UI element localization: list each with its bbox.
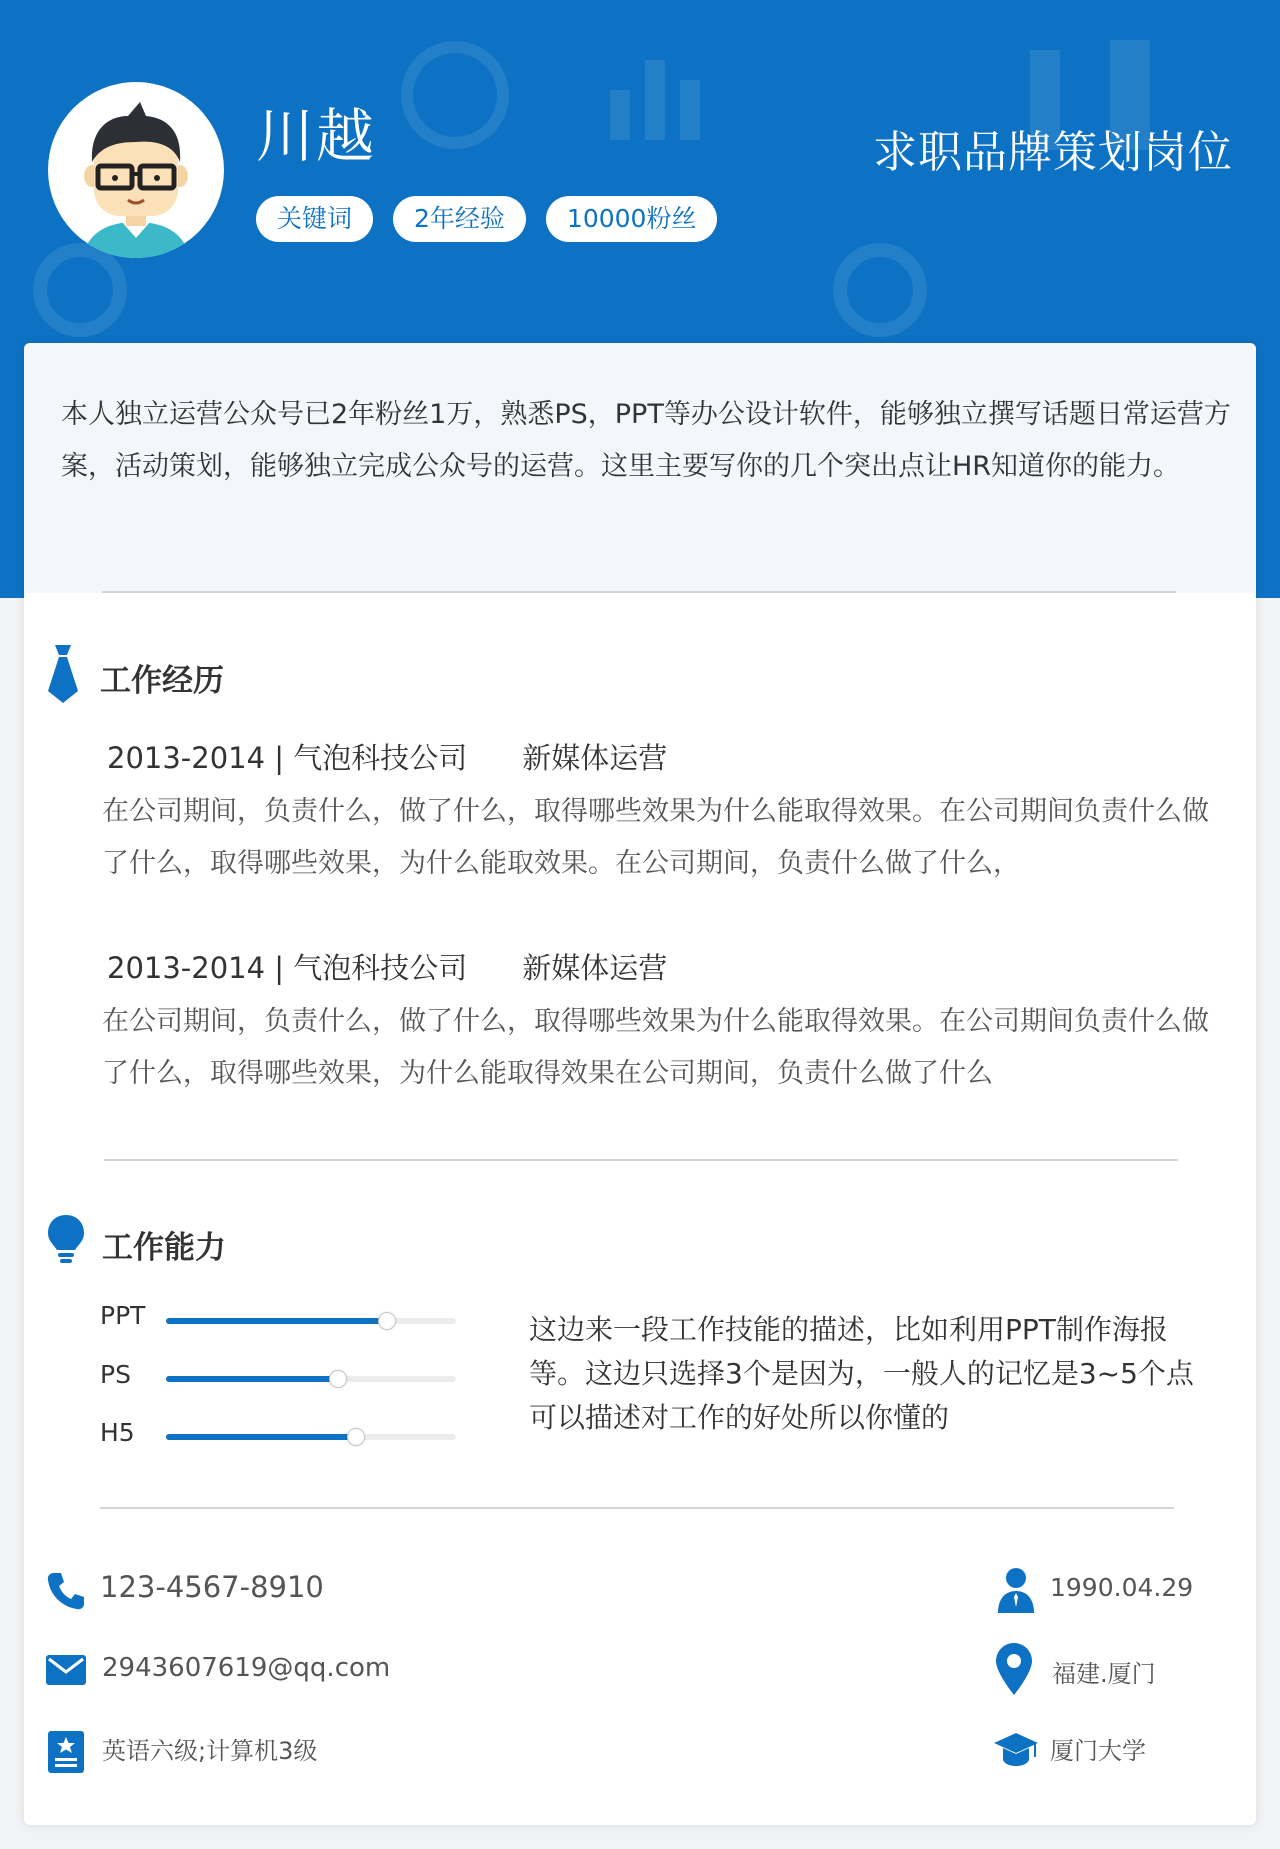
skills-section-title: 工作能力 — [102, 1230, 226, 1266]
tie-icon — [46, 645, 80, 703]
skill-bar — [166, 1376, 456, 1382]
avatar — [48, 82, 224, 258]
person-icon — [996, 1567, 1036, 1613]
tag-list — [256, 196, 717, 242]
certificates: 英语六级;计算机3级 — [102, 1737, 318, 1765]
summary-section — [24, 343, 1256, 593]
summary-text: 本人独立运营公众号已2年粉丝1万，熟悉PS，PPT等办公设计软件，能够独立撰写话题日常运营方案，活动策划，能够独立完成公众号的运营。这里主要写你的几个突出点让HR知道你的能力。 — [61, 399, 1231, 482]
lightbulb-icon — [46, 1213, 86, 1265]
birth-date: 1990.04.29 — [1050, 1573, 1194, 1602]
job-role: 新媒体运营 — [522, 741, 668, 775]
job-header — [107, 946, 667, 987]
job-period-company: 2013-2014 | 气泡科技公司 — [107, 951, 468, 985]
skill-label: PS — [100, 1360, 131, 1389]
work-section-title: 工作经历 — [100, 663, 224, 699]
email-icon — [46, 1655, 86, 1685]
skill-bar — [166, 1318, 456, 1324]
skill-bar-fill — [166, 1434, 355, 1440]
school: 厦门大学 — [1050, 1737, 1146, 1765]
email-address: 2943607619@qq.com — [102, 1653, 391, 1683]
certificate-icon — [48, 1731, 84, 1773]
skill-bar — [166, 1434, 456, 1440]
job-description: 在公司期间，负责什么，做了什么，取得哪些效果为什么能取得效果。在公司期间负责什么做了什么，取得哪些效果，为什么能取效果。在公司期间，负责什么做了什么， — [102, 796, 1209, 879]
job-header — [107, 736, 667, 777]
graduation-cap-icon — [994, 1731, 1038, 1767]
avatar-illustration-icon — [48, 82, 224, 258]
skills-description: 这边来一段工作技能的描述，比如利用PPT制作海报等。这边只选择3个是因为，一般人的记忆是3~5个点可以描述对工作的好处所以你懂的 — [529, 1313, 1194, 1434]
job-description: 在公司期间，负责什么，做了什么，取得哪些效果为什么能取得效果。在公司期间负责什么做了什么，取得哪些效果，为什么能取得效果在公司期间，负责什么做了什么 — [102, 1006, 1209, 1089]
section-divider — [102, 591, 1176, 593]
section-divider — [100, 1507, 1174, 1509]
skill-bar-knob — [347, 1428, 365, 1446]
location-pin-icon — [996, 1643, 1032, 1695]
resume-card — [24, 343, 1256, 1825]
tag-experience: 2年经验 — [393, 196, 526, 242]
job-period-company: 2013-2014 | 气泡科技公司 — [107, 741, 468, 775]
phone-number: 123-4567-8910 — [100, 1570, 324, 1604]
skill-label: PPT — [100, 1301, 146, 1330]
background-clock-icon — [400, 40, 510, 150]
tag-followers: 10000粉丝 — [546, 196, 718, 242]
job-role: 新媒体运营 — [522, 951, 668, 985]
skill-bar-knob — [329, 1370, 347, 1388]
section-divider — [104, 1159, 1178, 1161]
skill-bar-fill — [166, 1376, 337, 1382]
skill-label: H5 — [100, 1418, 135, 1447]
location: 福建.厦门 — [1052, 1660, 1156, 1688]
job-title: 求职品牌策划岗位 — [873, 127, 1233, 178]
background-chart-icon — [600, 30, 720, 150]
phone-icon — [46, 1571, 86, 1611]
skill-bar-fill — [166, 1318, 386, 1324]
skill-bar-knob — [378, 1312, 396, 1330]
background-search-icon — [820, 230, 980, 350]
tag-keyword: 关键词 — [256, 196, 373, 242]
candidate-name: 川越 — [256, 102, 377, 170]
